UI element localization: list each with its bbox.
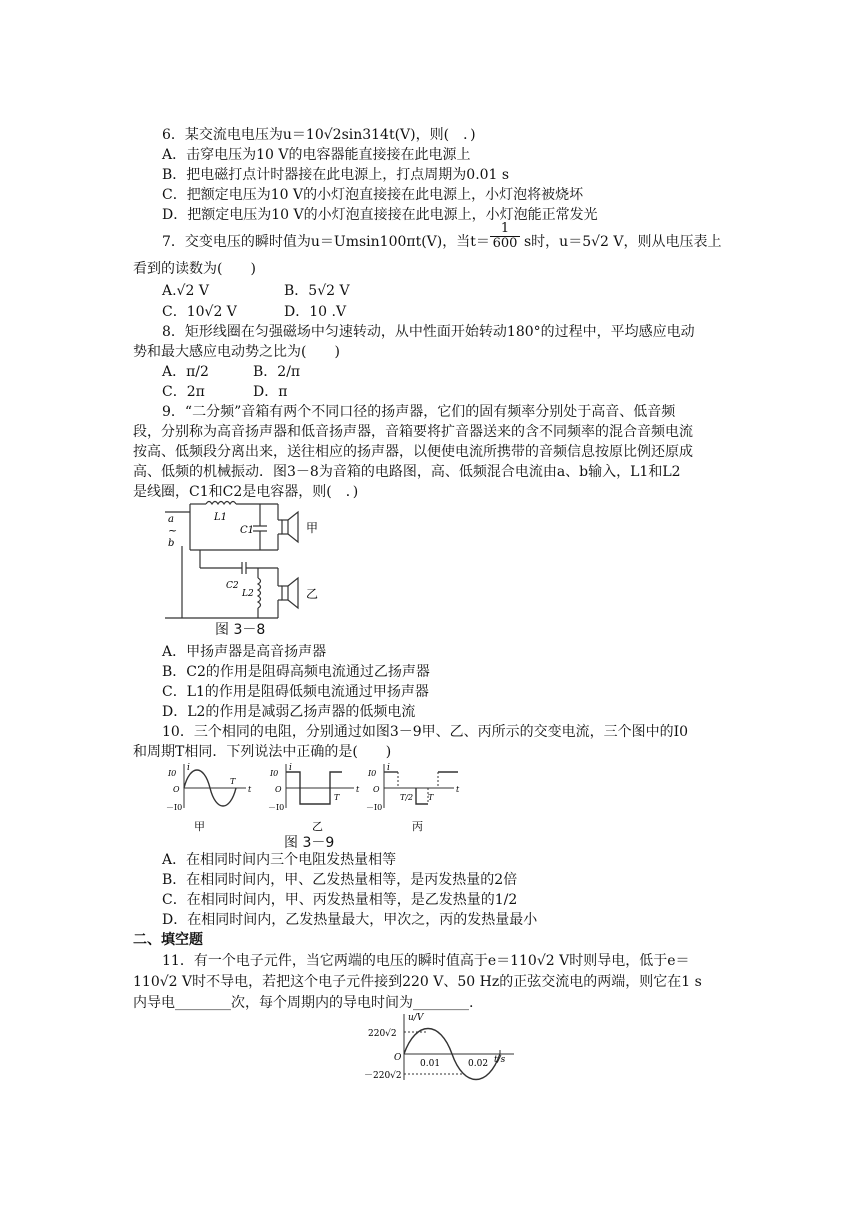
q7-fraction-denominator: 600 [490, 236, 520, 251]
figure-3-8-caption: 图 3－8 [215, 622, 266, 638]
q10-stem-line1: 10．三个相同的电阻，分别通过如图3－9甲、乙、丙所示的交变电流，三个图中的I0 [162, 724, 689, 740]
graph1-period: T [230, 777, 236, 786]
l1-label: L1 [214, 512, 228, 523]
q7-option-c: C．10√2 V [162, 304, 237, 320]
section-fill-in-heading: 二、填空题 [133, 932, 203, 948]
q9-stem-line2: 段，分别称为高音扬声器和低音扬声器，音箱要将扩音器送来的含不同频率的混合音频电流 [133, 424, 693, 440]
graph3-period: T [428, 793, 434, 802]
q9-option-c: C．L1的作用是阻碍低频电流通过甲扬声器 [162, 684, 429, 700]
graph1-neg-i0: －I0 [166, 803, 183, 812]
q7-stem-part2: s时，u＝5√2 V，则从电压表上 [524, 234, 722, 250]
q9-stem-line5: 是线圈，C1和C2是电容器，则( ．) [133, 484, 359, 500]
q9-stem-line4: 高、低频的机械振动．图3－8为音箱的电路图，高、低频混合电流由a、b输入，L1和L2 [133, 464, 681, 480]
q8-option-a: A．π/2 [162, 364, 209, 380]
figure-3-9-caption: 图 3－9 [284, 835, 335, 851]
q11-stem-line1: 11．有一个电子元件，当它两端的电压的瞬时值高于e＝110√2 V时则导电，低于e＝ [162, 953, 690, 969]
q9-stem-line1: 9．“二分频”音箱有两个不同口径的扬声器，它们的固有频率分别处于高音、低音频 [162, 404, 676, 420]
q7-option-a: A.√2 V [162, 283, 209, 299]
graph2-label: 乙 [312, 820, 323, 833]
ac-source-symbol: ~ [168, 524, 178, 537]
q7-fraction-numerator: 1 [500, 221, 510, 236]
q11-origin: O [394, 1053, 402, 1063]
graph2-axis-i: i [289, 763, 292, 773]
q8-stem-line1: 8．矩形线圈在匀强磁场中匀速转动，从中性面开始转动180°的过程中，平均感应电动 [162, 324, 695, 340]
q8-stem-line2: 势和最大感应电动势之比为( ) [133, 344, 340, 360]
q7-fraction [490, 222, 520, 251]
q11-y-axis-label: u/V [408, 1013, 424, 1023]
q8-option-d: D．π [253, 384, 288, 400]
q9-stem-line3: 按高、低频段分离出来，送往相应的扬声器，以便使电流所携带的音频信息按原比例还原成 [133, 444, 693, 460]
c2-label: C2 [226, 581, 239, 591]
graph3-neg-i0: －I0 [366, 803, 383, 812]
q8-option-c: C．2π [162, 384, 205, 400]
graph2-neg-i0: －I0 [268, 803, 285, 812]
q9-option-d: D．L2的作用是减弱乙扬声器的低频电流 [162, 704, 416, 720]
q6-option-c: C．把额定电压为10 V的小灯泡直接接在此电源上，小灯泡将被烧坏 [162, 187, 584, 203]
q6-option-d: D．把额定电压为10 V的小灯泡直接接在此电源上，小灯泡能正常发光 [162, 207, 598, 223]
graph2-i0: I0 [270, 769, 279, 778]
terminal-a-label: a [168, 514, 174, 525]
q11-peak-label: 220√2 [368, 1029, 397, 1039]
q10-option-d: D．在相同时间内，乙发热量最大，甲次之，丙的发热量最小 [162, 912, 538, 928]
q7-stem-part1: 7．交变电压的瞬时值为u＝Umsin100πt(V)，当t＝ [162, 234, 490, 250]
terminal-b-label: b [168, 538, 175, 549]
q11-tick-001: 0.01 [420, 1059, 441, 1069]
q8-option-b: B．2/π [253, 364, 301, 380]
q6-option-b: B．把电磁打点计时器接在此电源上，打点周期为0.01 s [162, 167, 510, 183]
graph3-label: 丙 [412, 820, 423, 833]
graph1-label: 甲 [194, 820, 205, 833]
q9-option-b: B．C2的作用是阻碍高频电流通过乙扬声器 [162, 664, 430, 680]
graph3-axis-t: t [456, 785, 460, 794]
graph3-half-period: T/2 [400, 793, 414, 802]
figure-3-9-graphs [166, 760, 466, 836]
q10-option-a: A．在相同时间内三个电阻发热量相等 [162, 852, 397, 868]
graph1-axis-t: t [248, 785, 252, 794]
q6-stem: 6．某交流电电压为u＝10√2sin314t(V)，则( ．) [162, 127, 476, 143]
graph1-axis-i: i [187, 763, 190, 773]
q10-option-c: C．在相同时间内，甲、丙发热量相等，是乙发热量的1/2 [162, 892, 518, 908]
figure-3-8-circuit [160, 500, 340, 640]
q7-option-d: D．10 .V [284, 304, 347, 320]
l2-label: L2 [242, 589, 254, 599]
q11-stem-line3: 内导电________次，每个周期内的导电时间为________. [133, 995, 474, 1011]
q11-trough-label: －220√2 [364, 1071, 402, 1081]
graph2-origin: O [275, 785, 282, 794]
q11-stem-line2: 110√2 V时不导电，若把这个电子元件接到220 V、50 Hz的正弦交流电的两端，则它在1 s [133, 974, 702, 990]
q11-voltage-graph [364, 1010, 520, 1086]
graph3-origin: O [373, 785, 380, 794]
speaker-1-label: 甲 [306, 521, 319, 535]
q7-stem-part3: 看到的读数为( ) [133, 261, 256, 277]
c1-label: C1 [240, 525, 255, 536]
graph3-axis-i: i [387, 763, 390, 773]
speaker-2-label: 乙 [306, 587, 319, 601]
q10-option-b: B．在相同时间内，甲、乙发热量相等，是丙发热量的2倍 [162, 872, 518, 888]
graph1-i0: I0 [168, 769, 177, 778]
q7-option-b: B．5√2 V [284, 283, 350, 299]
graph1-origin: O [173, 785, 180, 794]
graph3-i0: I0 [368, 769, 377, 778]
q11-x-axis-label: t/s [494, 1055, 506, 1065]
q11-tick-002: 0.02 [468, 1059, 489, 1069]
graph2-period: T [334, 793, 340, 802]
q9-option-a: A．甲扬声器是高音扬声器 [162, 644, 327, 660]
q10-stem-line2: 和周期T相同．下列说法中正确的是( ) [133, 744, 392, 760]
q6-option-a: A．击穿电压为10 V的电容器能直接接在此电源上 [162, 147, 471, 163]
graph2-axis-t: t [356, 785, 360, 794]
